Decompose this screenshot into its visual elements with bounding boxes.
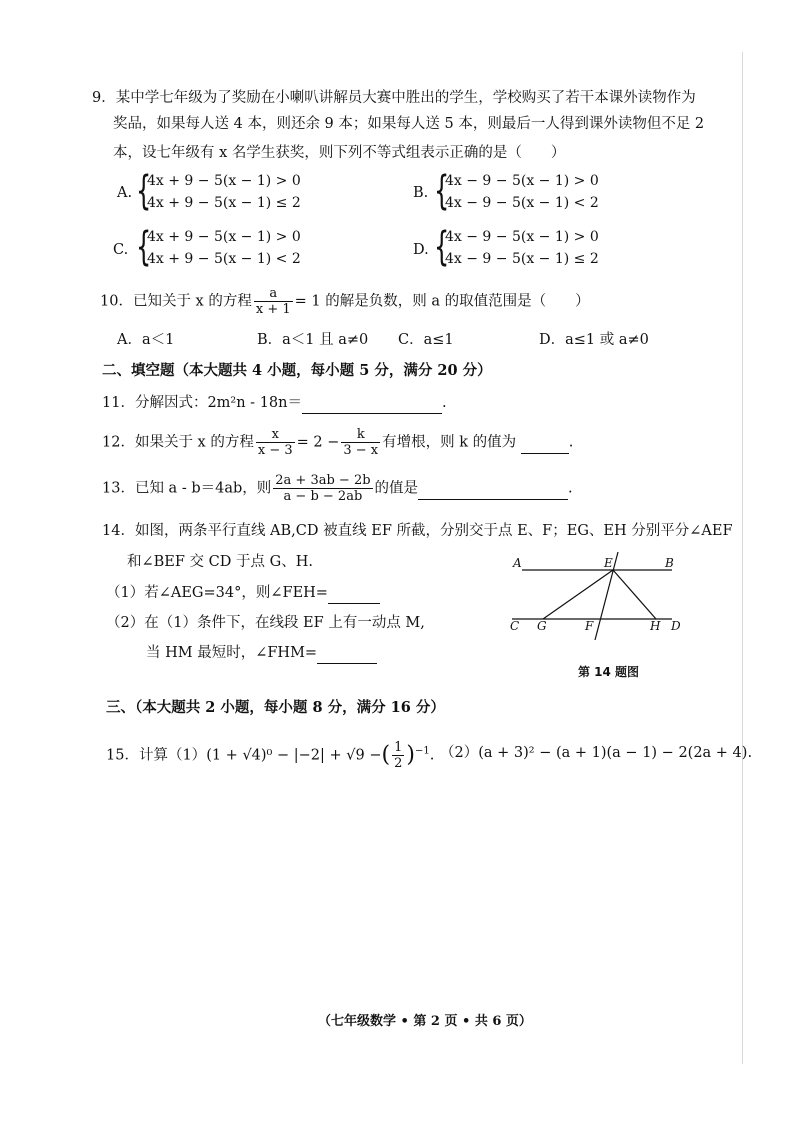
section2-heading: 二、填空题（本大题共 4 小题，每小题 5 分，满分 20 分） [102,362,492,379]
q14-line1: 14．如图，两条平行直线 AB,CD 被直线 EF 所截，分别交于点 E、F；EG、EH 分别平分∠AEF [102,523,733,539]
section3-heading: 三、（本大题共 2 小题，每小题 8 分，满分 16 分） [106,699,445,716]
answer-blank [317,643,377,664]
q15-fraction: $\frac{1}{2}$ [394,740,403,771]
answer-blank [328,583,380,604]
q9-d-ineq2: 4x − 9 − 5(x − 1) ≤ 2 [445,251,599,267]
q9-c-ineq2: 4x + 9 − 5(x − 1) < 2 [147,251,301,267]
q12-fraction-1: $\frac{x}{x - 3}$ [257,427,293,458]
q9-b-ineq1: 4x − 9 − 5(x − 1) > 0 [445,173,599,189]
q9-c-ineq1: 4x + 9 − 5(x − 1) > 0 [147,229,301,245]
q11: 11．分解因式：2m²n - 18n＝ . [102,393,447,414]
q14-part1: （1）若∠AEG=34°，则∠FEH= [106,583,380,604]
q12: 12．如果关于 x 的方程 $\frac{x}{x - 3}$ = 2 − $\frac{k}{3 - x}$ 有增根，则 k 的值为 . [102,427,574,458]
q10-stem [100,286,590,317]
label-b: B [665,556,674,570]
q12-fraction-2: $\frac{k}{3 - x}$ [343,427,379,458]
q9-line3: 本，设七年级有 x 名学生获奖，则下列不等式组表示正确的是（ ） [113,145,566,161]
brace: { [434,224,450,270]
q10-pre: 10．已知关于 x 的方程 [100,293,252,310]
q15-expr2: (a + 3)² − (a + 1)(a − 1) − 2(2a + 4). [478,745,753,761]
q10-option-a: A．a＜1 [117,332,175,348]
q9-a-label: A. [117,185,133,201]
q15-part1: 15．计算（1）(1 + √4)⁰ − |−2| + √9 −( $\frac{1}{2}$ )$^{-1}$. [106,740,435,771]
q14-part2a: （2）在（1）条件下，在线段 EF 上有一动点 M, [106,615,425,631]
brace: { [434,168,450,214]
q9-line2: 奖品，如果每人送 4 本，则还余 9 本；如果每人送 5 本，则最后一人得到课外读物但不足 2 [113,116,705,132]
q9-b-label: B. [413,185,429,201]
label-h: H [650,619,661,633]
label-f: F [585,619,594,633]
q13: 13．已知 a - b＝4ab，则 $\frac{2a + 3ab - 2b}{a - b - 2ab}$ 的值是 . [102,473,573,504]
q11-text: 11．分解因式：2m²n - 18n＝ [102,395,302,411]
q10-option-b: B．a＜1 且 a≠0 [257,332,369,348]
label-d: D [671,619,681,633]
label-a: A [513,556,522,570]
answer-blank [521,433,569,454]
q9-a-ineq1: 4x + 9 − 5(x − 1) > 0 [147,173,301,189]
label-c: C [510,619,520,633]
q15-part2: （2）(a + 3)² − (a + 1)(a − 1) − 2(2a + 4). [440,745,753,761]
q10-fraction: $\frac{a}{x + 1}$ [255,286,291,317]
label-e: E [604,556,613,570]
q14-line2: 和∠BEF 交 CD 于点 G、H. [127,554,313,570]
q9-c-label: C. [113,242,129,258]
brace: { [136,168,152,214]
q10-option-d: D．a≤1 或 a≠0 [539,332,649,348]
q9-line1: 9．某中学七年级为了奖励在小喇叭讲解员大赛中胜出的学生，学校购买了若干本课外读物作为 [92,90,696,106]
q9-b-ineq2: 4x − 9 − 5(x − 1) < 2 [445,195,599,211]
brace: { [136,224,152,270]
q14-part2b: 当 HM 最短时，∠FHM= [146,643,377,664]
q9-d-label: D. [413,242,429,258]
q10-option-c: C．a≤1 [398,332,454,348]
page-edge-line [742,52,743,1064]
q14-figure [500,540,700,690]
q9-a-ineq2: 4x + 9 − 5(x − 1) ≤ 2 [147,195,301,211]
label-g: G [537,619,547,633]
q9-d-ineq1: 4x − 9 − 5(x − 1) > 0 [445,229,599,245]
page-footer: （七年级数学 • 第 2 页 • 共 6 页） [318,1014,532,1029]
figure-caption: 第 14 题图 [578,665,640,679]
q13-fraction: $\frac{2a + 3ab - 2b}{a - b - 2ab}$ [275,473,371,504]
answer-blank [302,393,442,414]
q10-post: = 1 的解是负数，则 a 的取值范围是（ ） [294,293,590,310]
segment-eh [613,570,656,619]
q15-expr1: (1 + √4)⁰ − |−2| + √9 − [206,747,382,764]
answer-blank [418,479,568,500]
